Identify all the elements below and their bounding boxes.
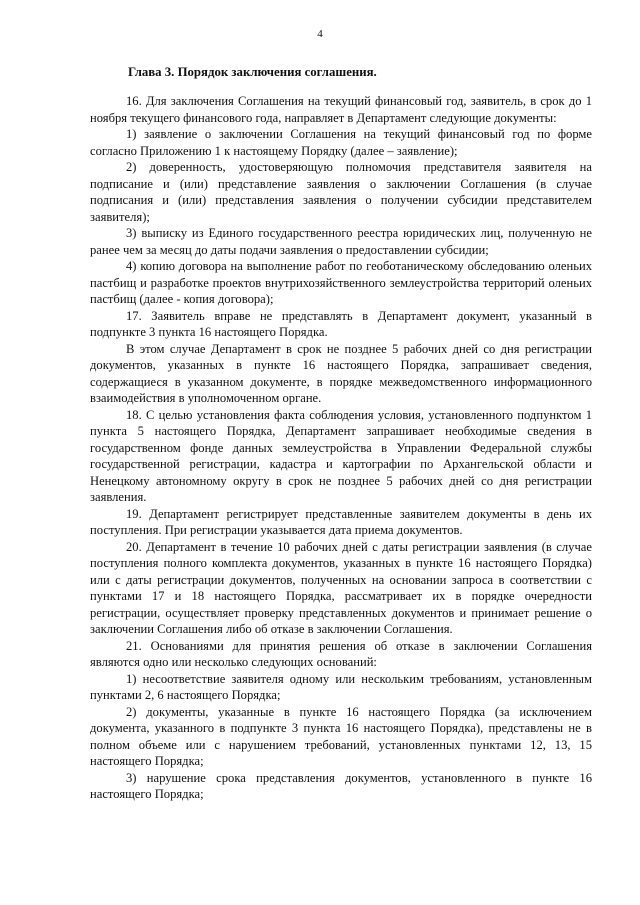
page-number: 4 (317, 28, 323, 40)
paragraph-17-cont: В этом случае Департамент в срок не позднее 5 рабочих дней со дня регистрации документов, указанных в пункте 16 настоящего Порядка, запрашивает сведения, содержащиеся в указанном документе, в порядке межведомственного информационного взаимодействия в уполномоченном органе. (90, 341, 592, 405)
paragraph-21: 21. Основаниями для принятия решения об отказе в заключении Соглашения являются одно или несколько следующих оснований: (90, 638, 592, 669)
paragraph-16-item-1: 1) заявление о заключении Соглашения на текущий финансовый год по форме согласно Приложению 1 к настоящему Порядку (далее – заявление); (90, 127, 592, 158)
paragraph-21-item-3: 3) нарушение срока представления документов, установленного в пункте 16 настоящего Порядка; (90, 770, 592, 801)
paragraph-16: 16. Для заключения Соглашения на текущий финансовый год, заявитель, в срок до 1 ноября текущего финансового года, направляет в Департамент следующие документы: (90, 94, 592, 125)
paragraph-21-item-2: 2) документы, указанные в пункте 16 настоящего Порядка (за исключением документа, указанного в подпункте 3 пункта 16 настоящего Порядка), представлены не в полном объеме или с нарушением требований, установленных пунктами 12, 13, 15 настоящего Порядка; (90, 704, 592, 768)
paragraph-17: 17. Заявитель вправе не представлять в Департамент документ, указанный в подпункте 3 пункта 16 настоящего Порядка. (90, 308, 592, 339)
chapter-heading: Глава 3. Порядок заключения соглашения. (128, 65, 377, 79)
paragraph-20: 20. Департамент в течение 10 рабочих дней с даты регистрации заявления (в случае поступления полного комплекта документов, указанных в пункте 16 настоящего Порядка) или с даты регистрации документов, полученных на основании запроса в соответствии с пунктами 17 и 18 настоящего Порядка, рассматривает их в порядке очередности регистрации, осуществляет проверку представленных документов и принимает решение о заключении Соглашения либо об отказе в заключении Соглашения. (90, 539, 592, 636)
paragraph-18: 18. С целью установления факта соблюдения условия, установленного подпунктом 1 пункта 5 настоящего Порядка, Департамент запрашивает необходимые сведения в государственном фонде данных землеустройства в Управлении Федеральной службы государственной регистрации, кадастра и картографии по Архангельской области и Ненецкому автономному округу в срок не позднее 5 рабочих дней со дня регистрации заявления. (90, 407, 592, 504)
paragraph-16-item-4: 4) копию договора на выполнение работ по геоботаническому обследованию оленьих пастбищ и разработке проектов внутрихозяйственного землеустройства территорий оленьих пастбищ (далее - копия договора); (90, 259, 592, 306)
paragraph-21-item-1: 1) несоответствие заявителя одному или нескольким требованиям, установленным пунктами 2, 6 настоящего Порядка; (90, 671, 592, 702)
document-body (90, 64, 592, 803)
paragraph-19: 19. Департамент регистрирует представленные заявителем документы в день их поступления. При регистрации указывается дата приема документов. (90, 506, 592, 537)
paragraph-16-item-2: 2) доверенность, удостоверяющую полномочия представителя заявителя на подписание и (или) представление заявления о заключении Соглашения (в случае подписания и (или) представления заявления о получении субсидии представителем заявителя); (90, 160, 592, 224)
paragraph-16-item-3: 3) выписку из Единого государственного реестра юридических лиц, полученную не ранее чем за месяц до даты подачи заявления о предоставлении субсидии; (90, 226, 592, 257)
